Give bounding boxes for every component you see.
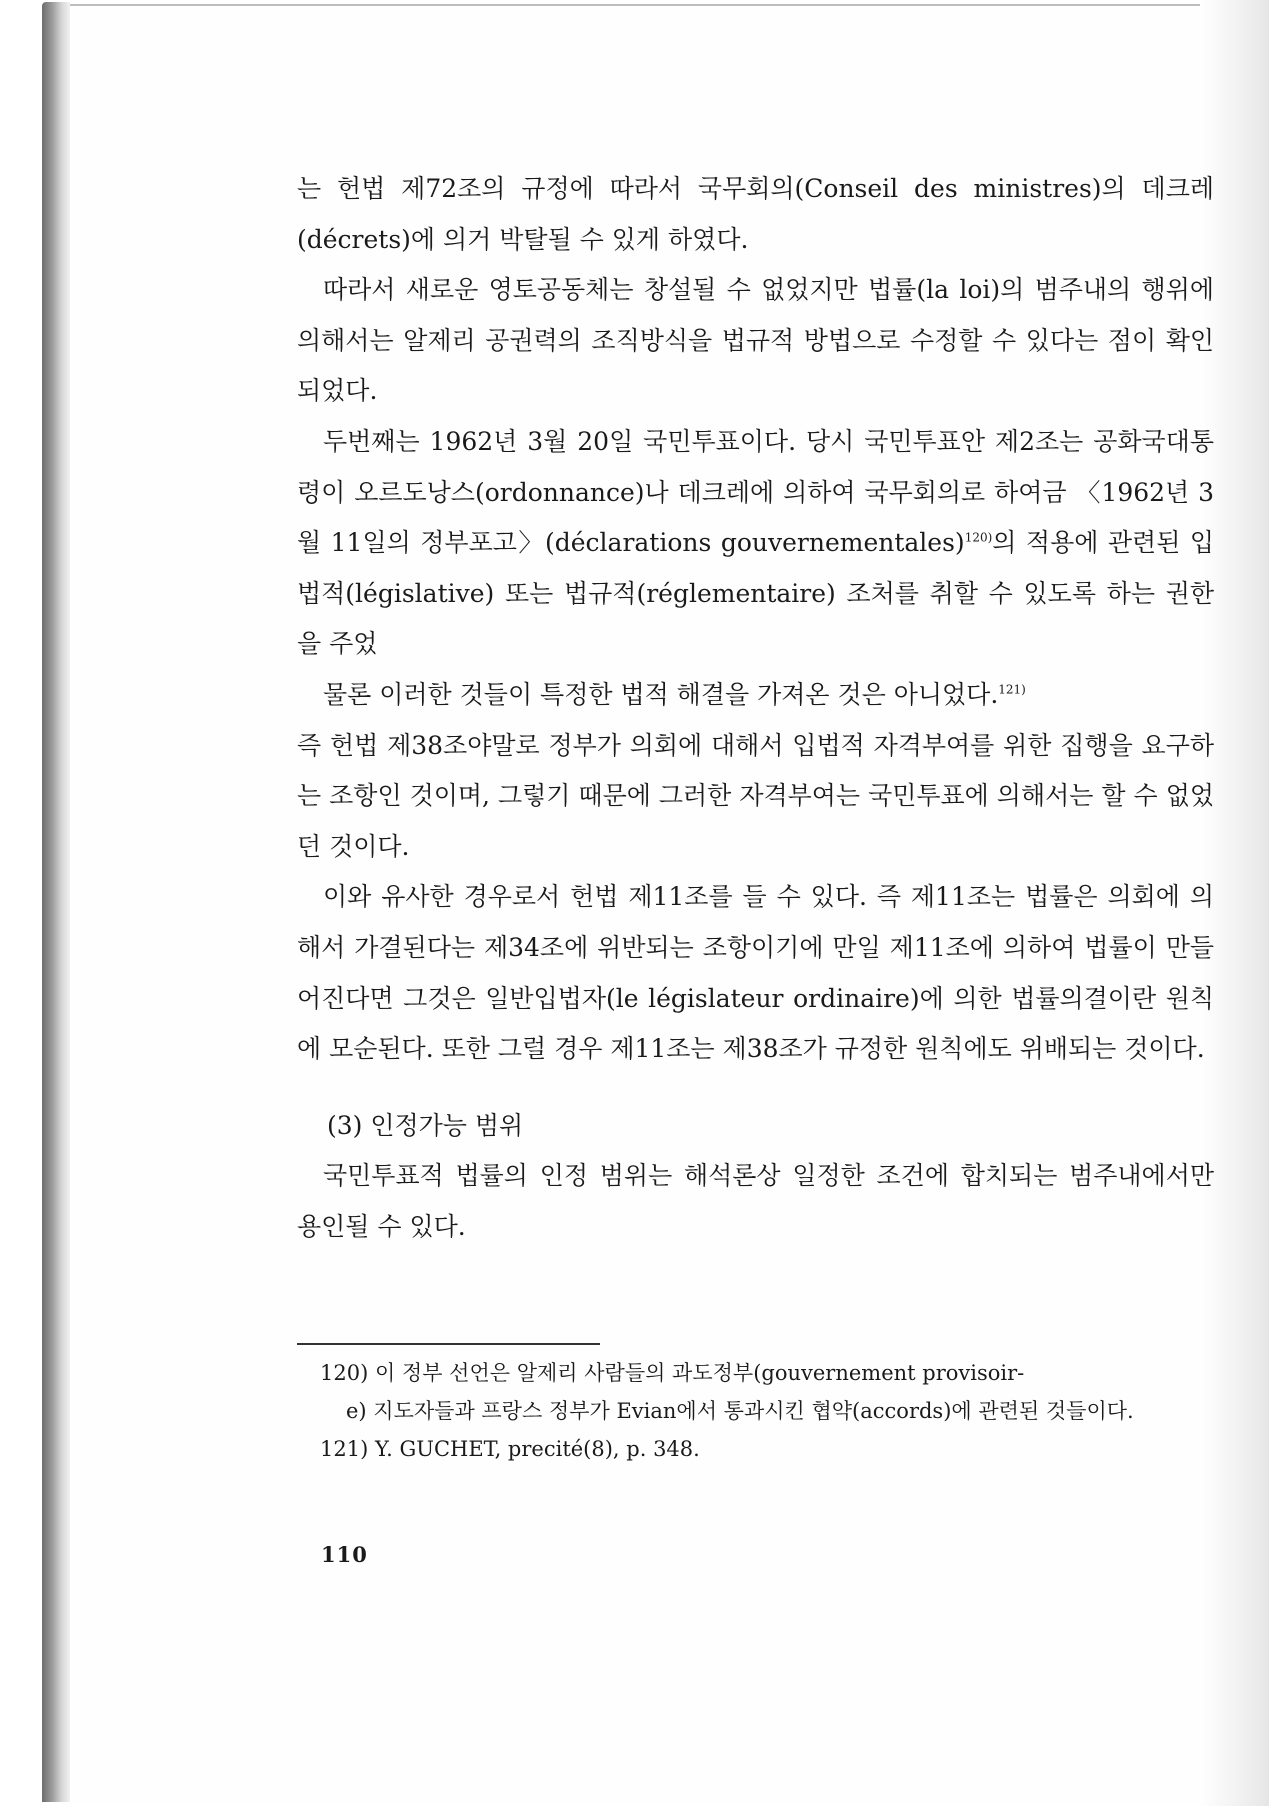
footnote-120 [320, 1354, 1144, 1392]
footnote-ref-120: 120) [964, 530, 993, 545]
body-text [297, 164, 1214, 1252]
book-spine-edge [42, 2, 70, 1802]
book-page [70, 4, 1214, 1804]
section-heading: (3) 인정가능 범위 [327, 1110, 524, 1140]
footnote-121 [320, 1430, 1144, 1468]
paragraph-3 [297, 417, 1214, 670]
footnote-121-text: Y. GUCHET, precité(8), p. 348. [374, 1437, 700, 1461]
paragraph-4-cont: 즉 헌법 제38조야말로 정부가 의회에 대해서 입법적 자격부여를 위한 집행을 요구하는 조항인 것이며, 그렇기 때문에 그러한 자격부여는 국민투표에 의해서는 할 수 없었던 것이다. [297, 730, 1214, 861]
paragraph-3-text: 두번째는 1962년 3월 20일 국민투표이다. 당시 국민투표안 제2조는 공화국대통령이 오르도낭스(ordonnance)나 데크레에 의하여 국무회의로 하여금 〈1962년 3월 11일의 정부포고〉(déclarations gouvernementales) [297, 426, 1214, 558]
paragraph-3-end: 의 적용에 관련된 입법적(législative) 또는 법규적(réglementaire) 조처를 취할 수 있도록 하는 권한을 주었 [297, 528, 1214, 659]
footnote-ref-121: 121) [998, 682, 1026, 697]
paragraph-5: 이와 유사한 경우로서 헌법 제11조를 들 수 있다. 즉 제11조는 법률은 의회에 의해서 가결된다는 제34조에 위반되는 조항이기에 만일 제11조에 의하여 법률이 만들어진다면 그것은 일반입법자(le législateur ordinaire)에 의한 법률의결이란 원칙에 모순된다. 또한 그럴 경우 제11조는 제38조가 규정한 원칙에도 위배되는 것이다. [297, 882, 1214, 1064]
paragraph-2: 따라서 새로운 영토공동체는 창설될 수 없었지만 법률(la loi)의 범주내의 행위에 의해서는 알제리 공권력의 조직방식을 법규적 방법으로 수정할 수 있다는 점이 확인되었다. [297, 275, 1214, 406]
page-number: 110 [321, 1542, 368, 1567]
paragraph-1: 는 헌법 제72조의 규정에 따라서 국무회의(Conseil des ministres)의 데크레(décrets)에 의거 박탈될 수 있게 하였다. [297, 174, 1214, 254]
footnote-121-number: 121) [320, 1437, 369, 1461]
footnote-divider [297, 1343, 600, 1345]
footnote-120-continuation: e) 지도자들과 프랑스 정부가 Evian에서 통과시킨 협약(accords)에 관련된 것들이다. [346, 1399, 1134, 1423]
paragraph-4 [297, 670, 1214, 721]
footnotes [320, 1354, 1144, 1468]
paragraph-4-text: 물론 이러한 것들이 특정한 법적 해결을 가져온 것은 아니었다. [323, 679, 999, 709]
footnote-120-number: 120) [320, 1361, 369, 1385]
paragraph-6: 국민투표적 법률의 인정 범위는 해석론상 일정한 조건에 합치되는 범주내에서만 용인될 수 있다. [297, 1161, 1214, 1241]
footnote-120-text: 이 정부 선언은 알제리 사람들의 과도정부(gouvernement provisoir- [374, 1361, 1025, 1385]
